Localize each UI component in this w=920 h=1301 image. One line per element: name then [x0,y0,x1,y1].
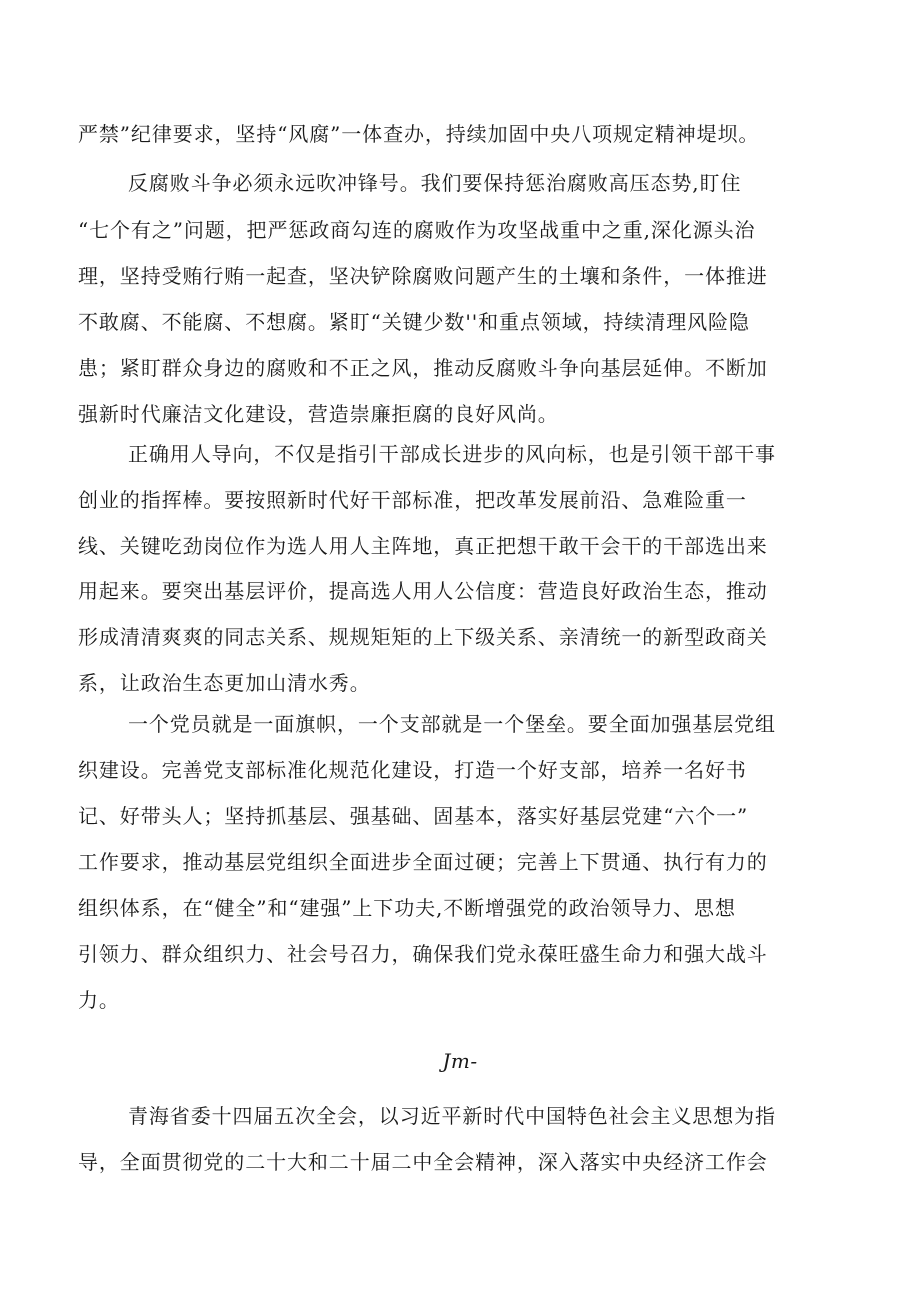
text-line: 患；紧盯群众身边的腐败和不正之风，推动反腐败斗争向基层延伸。不断加 [78,356,768,380]
text-line: 创业的指挥棒。要按照新时代好干部标准，把改革发展前沿、急难险重一 [78,488,747,512]
paragraph-first-line: 一个党员就是一面旗帜，一个支部就是一个堡垒。要全面加强基层党组 [128,712,776,736]
paragraph-first-line: 反腐败斗争必须永远吹冲锋号。我们要保持惩治腐败高压态势,盯住 [128,171,742,195]
section-separator: Jm- [442,1049,478,1073]
text-line: 力。 [78,988,120,1012]
text-line: 导，全面贯彻党的二十大和二十届二中全会精神，深入落实中央经济工作会 [78,1150,768,1174]
text-line: 组织体系，在“健全”和“建强”上下功夫,不断增强党的政治领导力、思想 [78,896,736,920]
text-line: 不敢腐、不能腐、不想腐。紧盯“关键少数''和重点领域，持续清理风险隐 [78,310,750,334]
text-line: 形成清清爽爽的同志关系、规规矩矩的上下级关系、亲清统一的新型政商关 [78,625,768,649]
paragraph-first-line: 青海省委十四届五次全会，以习近平新时代中国特色社会主义思想为指 [128,1104,776,1128]
text-line: 工作要求，推动基层党组织全面进步全面过硬；完善上下贯通、执行有力的 [78,850,768,874]
text-line: 用起来。要突出基层评价，提高选人用人公信度：营造良好政治生态，推动 [78,579,768,603]
paragraph-first-line: 正确用人导向，不仅是指引干部成长进步的风向标，也是引领干部干事 [128,442,776,466]
text-line: 理，坚持受贿行贿一起查，坚决铲除腐败问题产生的土壤和条件，一体推进 [78,264,768,288]
text-line: 线、关键吃劲岗位作为选人用人主阵地，真正把想干敢干会干的干部选出来 [78,534,768,558]
text-line: 引领力、群众组织力、社会号召力，确保我们党永葆旺盛生命力和强大战斗 [78,942,768,966]
text-line: 严禁”纪律要求，坚持“风腐”一体查办，持续加固中央八项规定精神堤坝。 [78,122,760,146]
text-line: 记、好带头人；坚持抓基层、强基础、固基本，落实好基层党建“六个一” [78,804,749,828]
text-line: “七个有之”问题，把严惩政商勾连的腐败作为攻坚战重中之重,深化源头治 [78,218,756,242]
text-line: 织建设。完善党支部标准化规范化建设，打造一个好支部，培养一名好书 [78,758,747,782]
text-line: 系，让政治生态更加山清水秀。 [78,671,371,695]
text-line: 强新时代廉洁文化建设，营造崇廉拒腐的良好风尚。 [78,402,559,426]
